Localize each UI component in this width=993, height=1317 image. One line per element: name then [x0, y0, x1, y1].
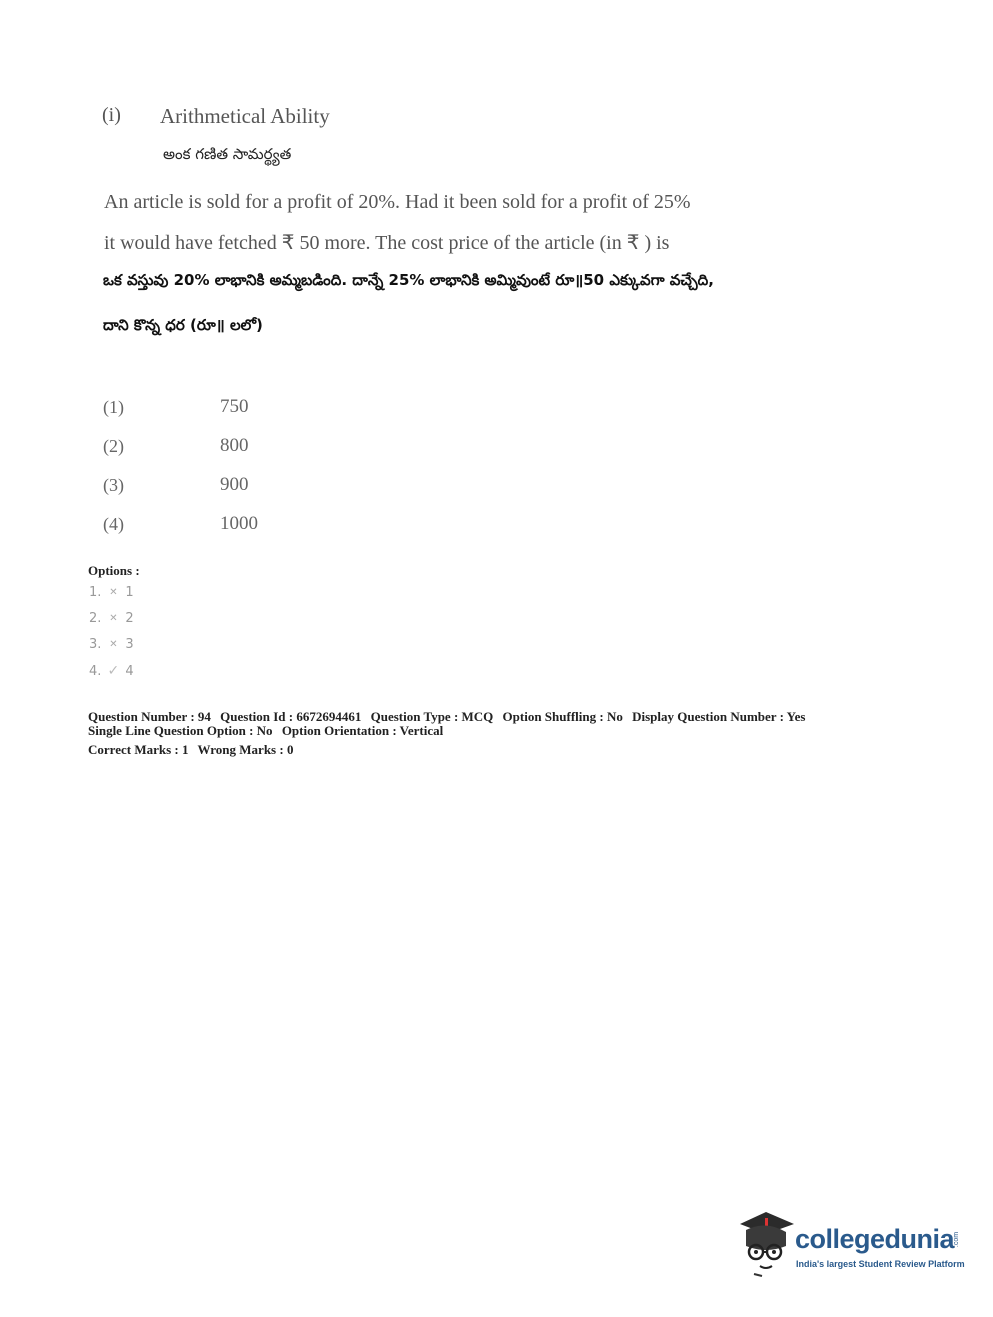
answer-index: 1.: [89, 585, 102, 600]
choice-number: (3): [103, 475, 124, 495]
meta-display-question-number: Display Question Number : Yes: [632, 709, 806, 724]
section-number: (i): [102, 104, 121, 126]
check-icon: ✓: [107, 663, 120, 679]
answer-row: [89, 637, 134, 652]
answer-label: 4: [125, 663, 134, 679]
choice-value: 900: [220, 474, 249, 495]
choice-number: (4): [103, 514, 124, 534]
answer-row: [89, 585, 134, 600]
collegedunia-logo-text: collegedunia: [795, 1224, 955, 1254]
meta-question-number: Question Number : 94: [88, 709, 211, 724]
cross-icon: ✕: [109, 587, 118, 598]
question-english-line-2: it would have fetched ₹ 50 more. The cost price of the article (in ₹ ) is: [104, 232, 670, 254]
meta-wrong-marks: Wrong Marks : 0: [197, 742, 294, 757]
meta-single-line-option: Single Line Question Option : No: [88, 723, 273, 738]
answer-label: 3: [125, 637, 134, 652]
options-label: Options :: [88, 563, 140, 578]
cross-icon: ✕: [109, 639, 118, 650]
choice-number: (1): [103, 397, 124, 417]
choice-value: 1000: [220, 513, 258, 534]
meta-option-shuffling: Option Shuffling : No: [502, 709, 623, 724]
meta-correct-marks: Correct Marks : 1: [88, 742, 189, 757]
meta-option-orientation: Option Orientation : Vertical: [281, 723, 444, 738]
collegedunia-logo-suffix: .com: [953, 1231, 961, 1248]
collegedunia-tagline: India's largest Student Review Platform: [796, 1259, 965, 1269]
answer-label: 2: [125, 611, 134, 626]
answer-row: [89, 663, 134, 679]
answer-label: 1: [125, 585, 134, 600]
cross-icon: ✕: [109, 613, 118, 624]
choice-number: (2): [103, 436, 124, 456]
question-telugu-line-1: ఒక వస్తువు 20% లాభానికి అమ్మబడింది. దాన్నే 25% లాభానికి అమ్మివుంటే రూ॥50 ఎక్కువగా వచ్చేది,: [103, 271, 714, 289]
answer-index: 4.: [89, 663, 102, 679]
answer-index: 2.: [89, 611, 102, 626]
answer-index: 3.: [89, 637, 102, 652]
section-title-telugu: అంక గణిత సామర్థ్యత: [163, 145, 292, 163]
section-title: Arithmetical Ability: [160, 104, 330, 128]
question-meta-line-3: [88, 742, 299, 758]
question-english-line-1: An article is sold for a profit of 20%. Had it been sold for a profit of 25%: [104, 191, 691, 213]
collegedunia-mascot-icon: [736, 1210, 796, 1282]
question-meta-line-2: [88, 723, 449, 739]
meta-question-id: Question Id : 6672694461: [220, 709, 362, 724]
meta-question-type: Question Type : MCQ: [370, 709, 494, 724]
choice-value: 750: [220, 396, 249, 417]
choice-value: 800: [220, 435, 249, 456]
question-telugu-line-2: దాని కొన్న ధర (రూ॥ లలో): [103, 316, 263, 334]
answer-row: [89, 611, 134, 626]
